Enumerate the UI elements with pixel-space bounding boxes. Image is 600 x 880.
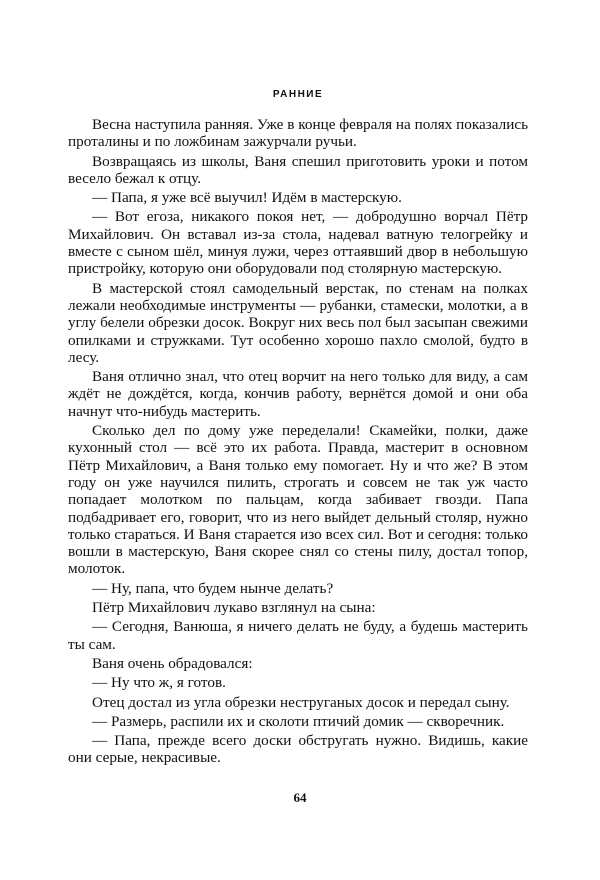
paragraph: — Размерь, распили их и сколоти птичий домик — скворечник. (92, 712, 505, 730)
paragraph: — Папа, я уже всё выучил! Идём в мастерскую. (92, 189, 402, 207)
paragraph: — Вот егоза, никакого покоя нет, — добродушно ворчал Пётр Михайлович. Он вставал из-за стола, надевал ватную телогрейку и вместе с сыном шёл, минуя лужи, через оттаявший двор в небольшую пристройку, которую они оборудовали под столярную мастерскую. (68, 208, 528, 278)
paragraph: — Ну, папа, что будем нынче делать? (92, 579, 334, 597)
page-body (68, 88, 528, 769)
paragraph: Сколько дел по дому уже переделали! Скамейки, полки, даже кухонный стол — всё это их работа. Правда, мастерит в основном Пётр Михайлович, а Ваня только ему помогает. Ну и что же? В этом году он уже научился пилить, строгать и совсем не так уж часто попадает молотком по пальцам, когда забивает гвозди. Папа подбадривает его, говорит, что из него выйдет дельный столяр, нужно только стараться. И Ваня старается изо всех сил. Вот и сегодня: только вошли в мастерскую, Ваня скорее снял со стены пилу, достал топор, молоток. (68, 422, 528, 578)
paragraph: Пётр Михайлович лукаво взглянул на сына: (92, 599, 376, 617)
page-number: 64 (293, 790, 307, 805)
paragraph: Весна наступила ранняя. Уже в конце февраля на полях показались проталины и по ложбинам зажурчали ручьи. (68, 116, 528, 151)
paragraph: Ваня отлично знал, что отец ворчит на него только для виду, а сам ждёт не дождётся, когда, кончив работу, вернётся домой и они оба начнут что-нибудь мастерить. (68, 368, 528, 420)
paragraph: Ваня очень обрадовался: (92, 654, 253, 672)
paragraph: Отец достал из угла обрезки неструганых досок и передал сыну. (92, 693, 510, 711)
paragraph: — Сегодня, Ванюша, я ничего делать не буду, а будешь мастерить ты сам. (68, 618, 528, 653)
chapter-title: РАННИЕ (272, 89, 324, 100)
paragraph: — Папа, прежде всего доски обстругать нужно. Видишь, какие они серые, некрасивые. (68, 732, 528, 767)
paragraph: Возвращаясь из школы, Ваня спешил приготовить уроки и потом весело бежал к отцу. (68, 152, 528, 187)
paragraph: В мастерской стоял самодельный верстак, по стенам на полках лежали необходимые инструменты — рубанки, стамески, молотки, а в углу белели обрезки досок. Вокруг них весь пол был засыпан свежими опилками и стружками. Тут особенно хорошо пахло смолой, будто в лесу. (68, 279, 528, 366)
paragraph: — Ну что ж, я готов. (92, 674, 226, 692)
